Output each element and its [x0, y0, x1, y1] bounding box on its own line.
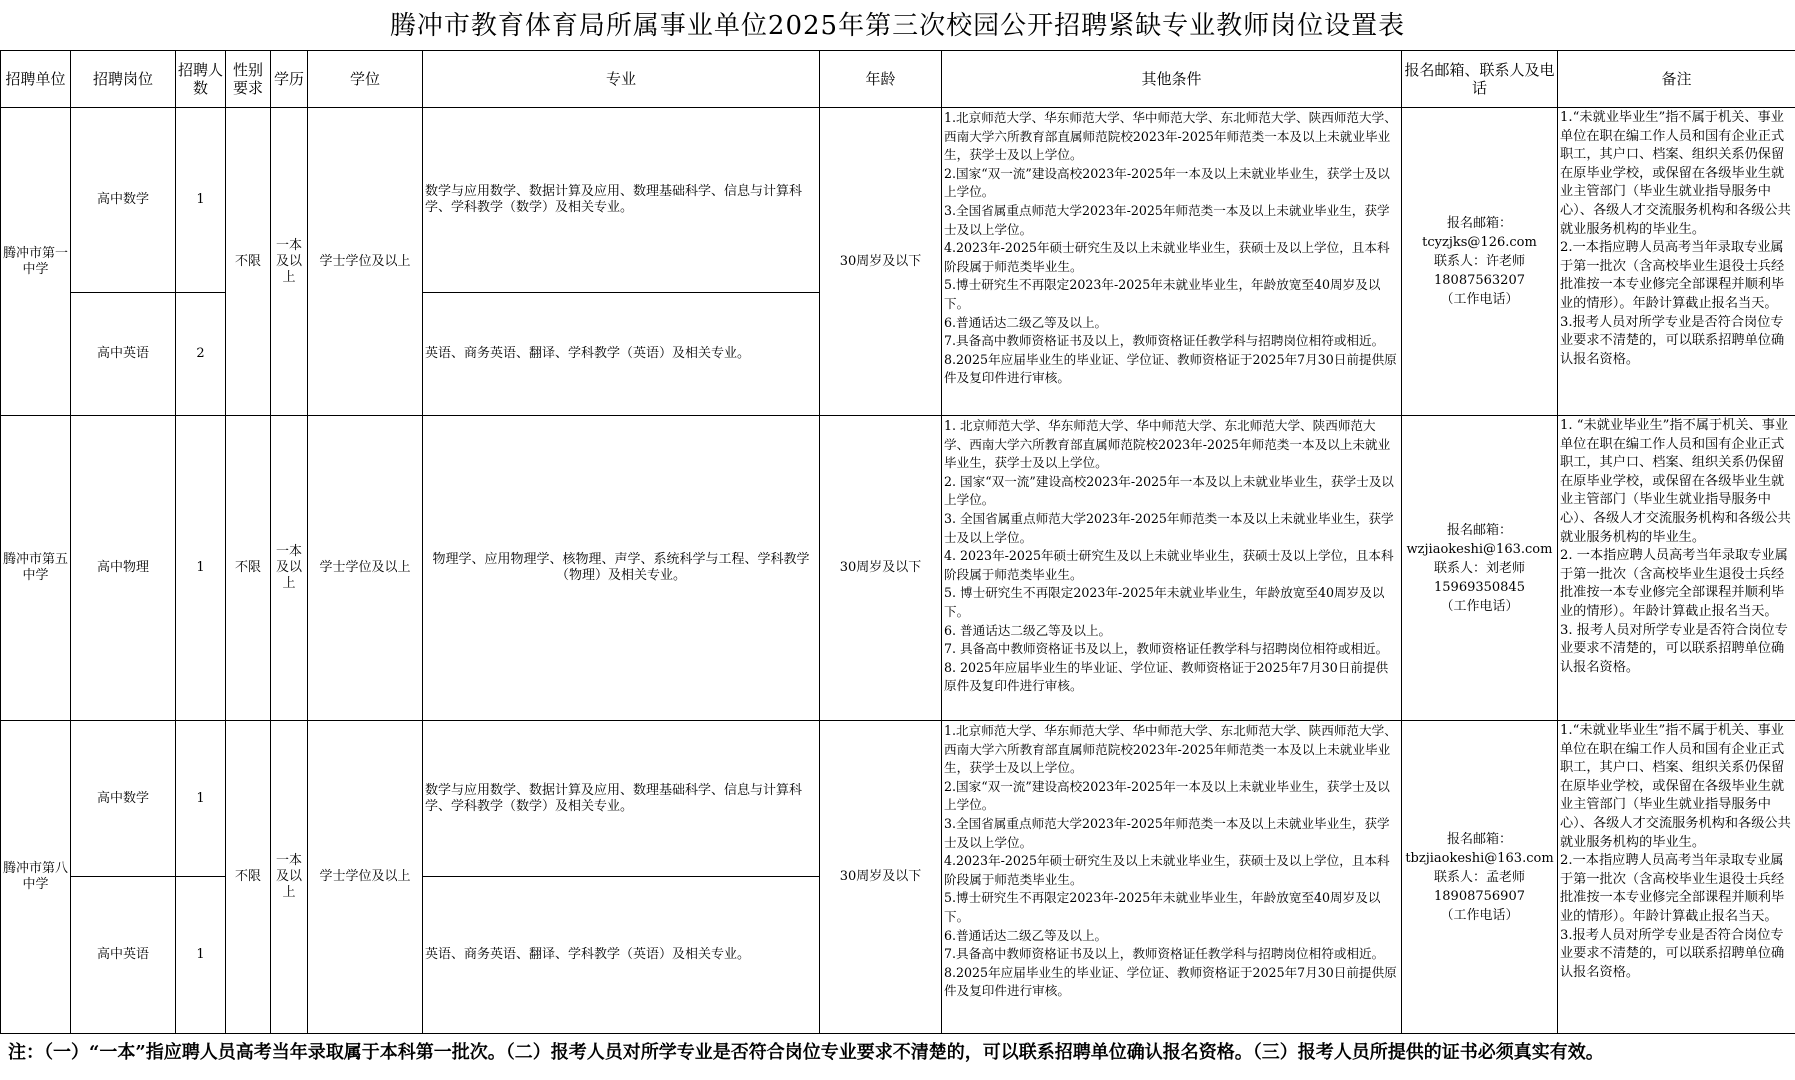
contact-cell — [1402, 721, 1558, 1034]
unit-cell: 腾冲市第一中学 — [1, 108, 71, 416]
page-title: 腾冲市教育体育局所属事业单位2025年第三次校园公开招聘紧缺专业教师岗位设置表 — [389, 11, 1406, 41]
remarks-cell — [1558, 416, 1795, 721]
condition-item: 3. 全国省属重点师范大学2023年-2025年师范类一本及以上未就业毕业生，获学士及以上学位。 — [944, 510, 1394, 545]
remark-item: 2.一本指应聘人员高考当年录取专业属于第一批次（含高校毕业生退役士兵经批准按一本专业修完全部课程并顺利毕业的情形）。年龄计算截止报名当天。 — [1560, 853, 1785, 924]
condition-item: 2.国家“双一流”建设高校2023年-2025年一本及以上未就业毕业生，获学士及以上学位。 — [944, 165, 1390, 200]
header-age: 年龄 — [820, 51, 942, 108]
conditions-cell — [942, 108, 1402, 416]
condition-item: 8.2025年应届毕业生的毕业证、学位证、教师资格证于2025年7月30日前提供原件及复印件进行审核。 — [944, 964, 1397, 999]
edu-cell: 一本及以上 — [271, 108, 308, 416]
header-edu: 学历 — [271, 51, 308, 108]
remark-item: 1. “未就业毕业生”指不属于机关、事业单位在职在编工作人员和国有企业正式职工，其户口、档案、组织关系仍保留在原毕业学校，或保留在各级毕业生就业主管部门（毕业生就业指导服务中心）、各级人才交流服务机构和各级公共就业服务机构的毕业生。 — [1560, 418, 1791, 545]
header-major: 专业 — [423, 51, 820, 108]
header-gender: 性别要求 — [226, 51, 271, 108]
contact-cell — [1402, 416, 1558, 721]
edu-cell: 一本及以上 — [271, 721, 308, 1034]
age-cell: 30周岁及以下 — [820, 108, 942, 416]
contact-phone-note: （工作电话） — [1440, 598, 1519, 614]
contact-phone-note: （工作电话） — [1440, 292, 1519, 307]
table-row — [1, 721, 1795, 877]
edu-cell: 一本及以上 — [271, 416, 308, 721]
condition-item: 5.博士研究生不再限定2023年-2025年未就业毕业生，年龄放宽至40周岁及以下。 — [944, 277, 1381, 311]
count-cell: 1 — [176, 877, 226, 1034]
condition-item: 4.2023年-2025年硕士研究生及以上未就业毕业生，获硕士及以上学位，且本科阶段属于师范类毕业生。 — [944, 853, 1390, 887]
remark-item: 3. 报考人员对所学专业是否符合岗位专业要求不清楚的，可以联系招聘单位确认报名资格。 — [1560, 622, 1788, 675]
unit-cell: 腾冲市第八中学 — [1, 721, 71, 1034]
header-post: 招聘岗位 — [71, 51, 176, 108]
gender-cell: 不限 — [226, 108, 271, 416]
contact-phone-note: （工作电话） — [1440, 907, 1519, 923]
condition-item: 7.具备高中教师资格证书及以上，教师资格证任教学科与招聘岗位相符或相近。 — [944, 333, 1385, 349]
condition-item: 8.2025年应届毕业生的毕业证、学位证、教师资格证于2025年7月30日前提供原件及复印件进行审核。 — [944, 351, 1397, 386]
contact-label: 报名邮箱： — [1446, 216, 1512, 231]
major-cell: 数学与应用数学、数据计算及应用、数理基础科学、信息与计算科学、学科教学（数学）及相关专业。 — [423, 721, 820, 877]
condition-item: 1.北京师范大学、华东师范大学、华中师范大学、东北师范大学、陕西师范大学、西南大学六所教育部直属师范院校2023年-2025年师范类一本及以上未就业毕业生，获学士及以上学位。 — [944, 110, 1397, 163]
header-count: 招聘人数 — [176, 51, 226, 108]
condition-item: 5. 博士研究生不再限定2023年-2025年未就业毕业生，年龄放宽至40周岁及以下。 — [944, 585, 1385, 619]
remark-item: 1.“未就业毕业生”指不属于机关、事业单位在职在编工作人员和国有企业正式职工，其户口、档案、组织关系仍保留在原毕业学校，或保留在各级毕业生就业主管部门（毕业生就业指导服务中心）、各级人才交流服务机构和各级公共就业服务机构的毕业生。 — [1560, 110, 1791, 237]
remarks-cell — [1558, 108, 1795, 416]
condition-item: 3.全国省属重点师范大学2023年-2025年师范类一本及以上未就业毕业生，获学士及以上学位。 — [944, 202, 1390, 237]
header-remark: 备注 — [1558, 51, 1795, 108]
contact-label: 报名邮箱： — [1446, 831, 1512, 847]
header-other: 其他条件 — [942, 51, 1402, 108]
contact-phone: 15969350845 — [1434, 579, 1525, 595]
remarks-cell — [1558, 721, 1795, 1034]
remark-item: 2. 一本指应聘人员高考当年录取专业属于第一批次（含高校毕业生退役士兵经批准按一本专业修完全部课程并顺利毕业的情形）。年龄计算截止报名当天。 — [1560, 548, 1788, 619]
table-row — [1, 416, 1795, 721]
condition-item: 8. 2025年应届毕业生的毕业证、学位证、教师资格证于2025年7月30日前提供原件及复印件进行审核。 — [944, 659, 1389, 694]
gender-cell: 不限 — [226, 416, 271, 721]
conditions-cell — [942, 721, 1402, 1034]
age-cell: 30周岁及以下 — [820, 721, 942, 1034]
remark-item: 3.报考人员对所学专业是否符合岗位专业要求不清楚的，可以联系招聘单位确认报名资格。 — [1560, 314, 1785, 367]
degree-cell: 学士学位及以上 — [308, 416, 423, 721]
post-cell: 高中数学 — [71, 108, 176, 293]
condition-item: 3.全国省属重点师范大学2023年-2025年师范类一本及以上未就业毕业生，获学士及以上学位。 — [944, 815, 1390, 850]
count-cell: 1 — [176, 721, 226, 877]
age-cell: 30周岁及以下 — [820, 416, 942, 721]
condition-item: 1.北京师范大学、华东师范大学、华中师范大学、东北师范大学、陕西师范大学、西南大学六所教育部直属师范院校2023年-2025年师范类一本及以上未就业毕业生，获学士及以上学位。 — [944, 723, 1397, 776]
unit-cell: 腾冲市第五中学 — [1, 416, 71, 721]
post-cell: 高中物理 — [71, 416, 176, 721]
table-row — [1, 108, 1795, 293]
count-cell: 1 — [176, 108, 226, 293]
condition-item: 6.普通话达二级乙等及以上。 — [944, 927, 1108, 943]
count-cell: 1 — [176, 416, 226, 721]
remark-item: 3.报考人员对所学专业是否符合岗位专业要求不清楚的，可以联系招聘单位确认报名资格。 — [1560, 927, 1785, 980]
condition-item: 4.2023年-2025年硕士研究生及以上未就业毕业生，获硕士及以上学位，且本科阶段属于师范类毕业生。 — [944, 240, 1390, 274]
condition-item: 7. 具备高中教师资格证书及以上，教师资格证任教学科与招聘岗位相符或相近。 — [944, 641, 1389, 657]
contact-phone: 18908756907 — [1434, 888, 1525, 904]
remark-item: 2.一本指应聘人员高考当年录取专业属于第一批次（含高校毕业生退役士兵经批准按一本专业修完全部课程并顺利毕业的情形）。年龄计算截止报名当天。 — [1560, 240, 1785, 311]
major-cell: 英语、商务英语、翻译、学科教学（英语）及相关专业。 — [423, 293, 820, 416]
remark-item: 1.“未就业毕业生”指不属于机关、事业单位在职在编工作人员和国有企业正式职工，其户口、档案、组织关系仍保留在原毕业学校，或保留在各级毕业生就业主管部门（毕业生就业指导服务中心）、各级人才交流服务机构和各级公共就业服务机构的毕业生。 — [1560, 723, 1791, 850]
condition-item: 6. 普通话达二级乙等及以上。 — [944, 622, 1112, 638]
contact-email: tcyzjks@126.com — [1422, 235, 1537, 250]
major-cell: 英语、商务英语、翻译、学科教学（英语）及相关专业。 — [423, 877, 820, 1034]
condition-item: 5.博士研究生不再限定2023年-2025年未就业毕业生，年龄放宽至40周岁及以下。 — [944, 890, 1381, 924]
condition-item: 2.国家“双一流”建设高校2023年-2025年一本及以上未就业毕业生，获学士及以上学位。 — [944, 778, 1390, 813]
condition-item: 7.具备高中教师资格证书及以上，教师资格证任教学科与招聘岗位相符或相近。 — [944, 946, 1385, 962]
condition-item: 4. 2023年-2025年硕士研究生及以上未就业毕业生，获硕士及以上学位，且本科阶段属于师范类毕业生。 — [944, 548, 1394, 582]
contact-email: wzjiaokeshi@163.com — [1406, 541, 1553, 557]
contact-email: tbzjiaokeshi@163.com — [1405, 850, 1554, 866]
post-cell: 高中数学 — [71, 721, 176, 877]
contact-phone: 18087563207 — [1434, 273, 1525, 288]
count-cell: 2 — [176, 293, 226, 416]
major-cell: 数学与应用数学、数据计算及应用、数理基础科学、信息与计算科学、学科教学（数学）及相关专业。 — [423, 108, 820, 293]
contact-label: 报名邮箱： — [1446, 522, 1512, 538]
header-unit: 招聘单位 — [1, 51, 71, 108]
footer-note: 注：（一）“一本”指应聘人员高考当年录取属于本科第一批次。（二）报考人员对所学专业是否符合岗位专业要求不清楚的，可以联系招聘单位确认报名资格。（三）报考人员所提供的证书必须真实有效。 — [8, 1042, 1604, 1063]
condition-item: 2. 国家“双一流”建设高校2023年-2025年一本及以上未就业毕业生，获学士及以上学位。 — [944, 473, 1394, 508]
gender-cell: 不限 — [226, 721, 271, 1034]
contact-person: 联系人：孟老师 — [1433, 869, 1525, 885]
degree-cell: 学士学位及以上 — [308, 108, 423, 416]
post-cell: 高中英语 — [71, 293, 176, 416]
post-cell: 高中英语 — [71, 877, 176, 1034]
header-row — [1, 51, 1795, 108]
condition-item: 6.普通话达二级乙等及以上。 — [944, 314, 1108, 330]
recruitment-table — [0, 50, 1795, 1034]
header-contact: 报名邮箱、联系人及电话 — [1402, 51, 1558, 108]
contact-person: 联系人：许老师 — [1433, 254, 1525, 269]
header-degree: 学位 — [308, 51, 423, 108]
condition-item: 1. 北京师范大学、华东师范大学、华中师范大学、东北师范大学、陕西师范大学、西南大学六所教育部直属师范院校2023年-2025年师范类一本及以上未就业毕业生，获学士及以上学位。 — [944, 418, 1391, 471]
degree-cell: 学士学位及以上 — [308, 721, 423, 1034]
conditions-cell — [942, 416, 1402, 721]
major-cell: 物理学、应用物理学、核物理、声学、系统科学与工程、学科教学（物理）及相关专业。 — [423, 416, 820, 721]
contact-cell — [1402, 108, 1558, 416]
contact-person: 联系人：刘老师 — [1433, 560, 1525, 576]
